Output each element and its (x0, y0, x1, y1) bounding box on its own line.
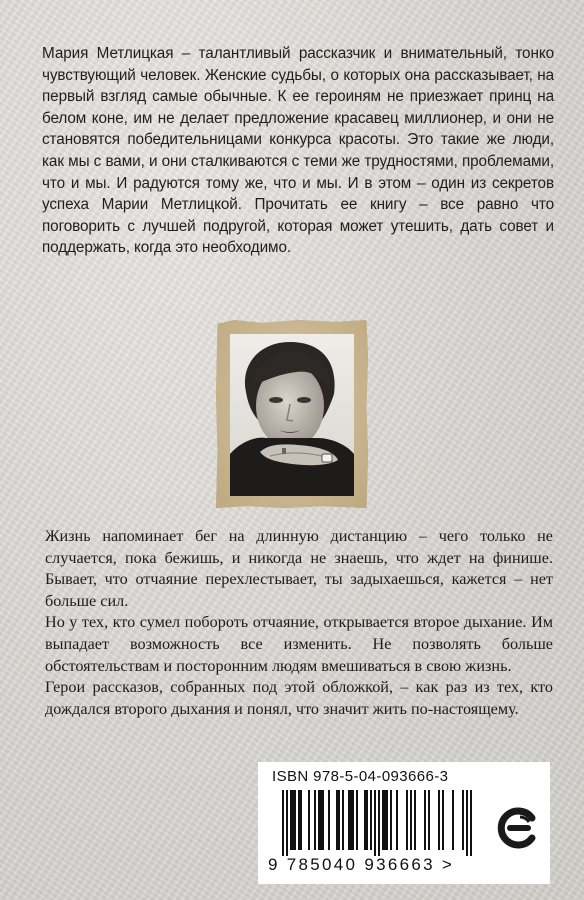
barcode (268, 790, 492, 856)
barcode-bar (374, 790, 376, 856)
barcode-bar (328, 790, 330, 850)
barcode-bar (428, 790, 430, 850)
barcode-bar (352, 790, 354, 850)
barcode-bar (452, 790, 454, 850)
barcode-bar (382, 790, 384, 850)
barcode-bar (292, 790, 294, 850)
barcode-bar (294, 790, 296, 850)
barcode-bar (414, 790, 416, 850)
barcode-bar (298, 790, 300, 850)
barcode-bar (322, 790, 324, 850)
barcode-bar (286, 790, 288, 856)
barcode-bar (466, 790, 468, 856)
barcode-bar (342, 790, 344, 850)
barcode-bar (366, 790, 368, 850)
barcode-bar (336, 790, 338, 850)
barcode-bar (318, 790, 320, 850)
barcode-bar (370, 790, 372, 850)
barcode-bar (384, 790, 386, 850)
barcode-digits: 9 785040 936663 > (268, 855, 455, 874)
isbn-barcode-block (258, 762, 550, 884)
barcode-bar (314, 790, 316, 850)
barcode-bar (356, 790, 358, 850)
barcode-bar (338, 790, 340, 850)
barcode-bar (410, 790, 412, 850)
isbn-label: ISBN 978-5-04-093666-3 (272, 768, 449, 785)
eksmo-logo-icon (496, 806, 540, 850)
barcode-bar (364, 790, 366, 850)
barcode-bar (462, 790, 464, 850)
barcode-bar (424, 790, 426, 850)
book-annotation (45, 526, 553, 720)
barcode-bar (386, 790, 388, 850)
annotation-paragraph: Герои рассказов, собранных под этой обложкой, – как раз из тех, кто дождался второго дыхания и понял, что значит жить по-настоящему. (45, 678, 553, 718)
author-photo (230, 334, 354, 496)
barcode-bar (348, 790, 350, 850)
author-photo-frame (216, 320, 368, 508)
barcode-bar (290, 790, 292, 850)
barcode-bar (442, 790, 444, 850)
barcode-bar (300, 790, 302, 850)
barcode-bar (378, 790, 380, 856)
annotation-paragraph: Но у тех, кто сумел побороть отчаяние, открывается второе дыхание. Им выпадает возможность все изменить. Не позволять больше обстоятельствам и посторонним людям вмешиваться в свою жизнь. (45, 613, 553, 675)
barcode-bar (350, 790, 352, 850)
barcode-bar (320, 790, 322, 850)
author-description (42, 43, 554, 259)
barcode-bar (438, 790, 440, 850)
barcode-bar (406, 790, 408, 850)
annotation-paragraph: Жизнь напоминает бег на длинную дистанцию – чего только не случается, пока бежишь, и никогда не знаешь, что ждет на финише. Бывает, что отчаяние перехлестывает, ты задыхаешься, кажется – нет больше сил. (45, 527, 553, 610)
barcode-bar (396, 790, 398, 850)
author-description-paragraph: Мария Метлицкая – талантливый рассказчик и внимательный, тонко чувствующий человек. Женские судьбы, о которых она рассказывает, на первый взгляд самые обычные. К ее героиням не приезжает принц на белом коне, им не делает предложение красавец миллионер, и они не становятся победительницами конкурса красоты. Это такие же люди, как мы с вами, и они сталкиваются с теми же трудностями, проблемами, что и мы. И радуются тому же, что и мы. И в этом – один из секретов успеха Марии Метлицкой. Прочитать ее книгу – все равно что поговорить с лучшей подругой, которая может утешить, дать совет и поддержать, когда это необходимо. (42, 45, 554, 257)
barcode-bar (308, 790, 310, 850)
barcode-bar (282, 790, 284, 856)
barcode-bar (390, 790, 392, 850)
barcode-bar (470, 790, 472, 856)
author-portrait-icon (230, 334, 354, 496)
